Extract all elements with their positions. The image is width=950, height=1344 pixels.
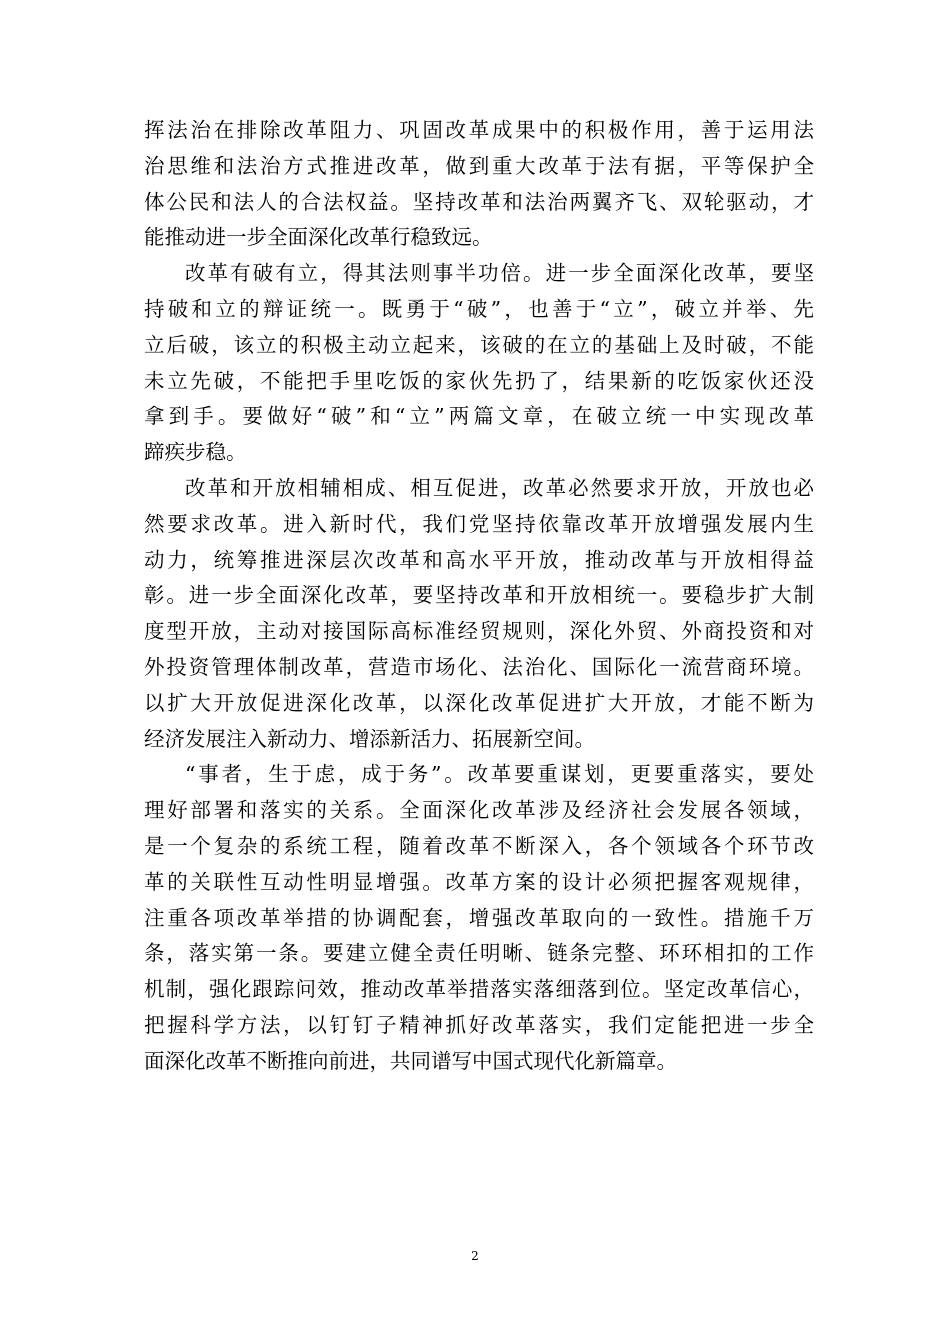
paragraph-4-line-2: 理好部署和落实的关系。全面深化改革涉及经济社会发展各领域，: [144, 798, 814, 823]
paragraph-3-line-2: 然要求改革。进入新时代，我们党坚持依靠改革开放增强发展内生: [144, 511, 814, 536]
paragraph-1-line-1: 挥法治在排除改革阻力、巩固改革成果中的积极作用，善于运用法: [144, 118, 814, 142]
paragraph-4-line-3: 是一个复杂的系统工程，随着改革不断深入，各个领域各个环节改: [144, 833, 814, 858]
paragraph-3-line-7: 以扩大开放促进深化改革，以深化改革促进扩大开放，才能不断为: [144, 690, 814, 715]
paragraph-4-line-4: 革的关联性互动性明显增强。改革方案的设计必须把握客观规律，: [144, 869, 814, 894]
body-text: [144, 113, 814, 1080]
paragraph-3-line-8: 经济发展注入新动力、增添新活力、拓展新空间。: [144, 726, 595, 751]
paragraph-4-line-9: 面深化改革不断推向前进，共同谱写中国式现代化新篇章。: [144, 1048, 677, 1073]
paragraph-4-line-6: 条，落实第一条。要建立健全责任明晰、链条完整、环环相扣的工作: [144, 941, 814, 966]
paragraph-1-line-3: 体公民和法人的合法权益。坚持改革和法治两翼齐飞、双轮驱动，才: [144, 189, 814, 214]
paragraph-4-line-5: 注重各项改革举措的协调配套，增强改革取向的一致性。措施千万: [144, 905, 814, 930]
paragraph-3-line-4: 彰。进一步全面深化改革，要坚持改革和开放相统一。要稳步扩大制: [144, 583, 814, 608]
paragraph-2-line-4: 未立先破，不能把手里吃饭的家伙先扔了，结果新的吃饭家伙还没: [144, 368, 814, 393]
paragraph-3-line-6: 外投资管理体制改革，营造市场化、法治化、国际化一流营商环境。: [144, 654, 814, 679]
paragraph-3-line-1: 改革和开放相辅相成、相互促进，改革必然要求开放，开放也必: [185, 475, 814, 500]
paragraph-4-line-7: 机制，强化跟踪问效，推动改革举措落实落细落到位。坚定改革信心，: [144, 977, 814, 1002]
paragraph-2-line-1: 改革有破有立，得其法则事半功倍。进一步全面深化改革，要坚: [185, 261, 814, 286]
page-number: 2: [471, 1249, 479, 1263]
paragraph-4-line-1: “事者，生于虑，成于务”。改革要重谋划，更要重落实，要处: [185, 762, 814, 787]
paragraph-2-line-5: 拿到手。要做好“破”和“立”两篇文章，在破立统一中实现改革: [144, 404, 814, 429]
paragraph-2-line-6: 蹄疾步稳。: [144, 440, 247, 465]
paragraph-3-line-3: 动力，统筹推进深层次改革和高水平开放，推动改革与开放相得益: [144, 547, 814, 572]
paragraph-2-line-2: 持破和立的辩证统一。既勇于“破”，也善于“立”，破立并举、先: [144, 296, 814, 321]
paragraph-2-line-3: 立后破，该立的积极主动立起来，该破的在立的基础上及时破，不能: [144, 332, 814, 357]
paragraph-1-line-2: 治思维和法治方式推进改革，做到重大改革于法有据，平等保护全: [144, 153, 814, 178]
paragraph-3-line-5: 度型开放，主动对接国际高标准经贸规则，深化外贸、外商投资和对: [144, 619, 814, 644]
paragraph-1-line-4: 能推动进一步全面深化改革行稳致远。: [144, 225, 493, 250]
paragraph-4-line-8: 把握科学方法，以钉钉子精神抓好改革落实，我们定能把进一步全: [144, 1012, 814, 1037]
